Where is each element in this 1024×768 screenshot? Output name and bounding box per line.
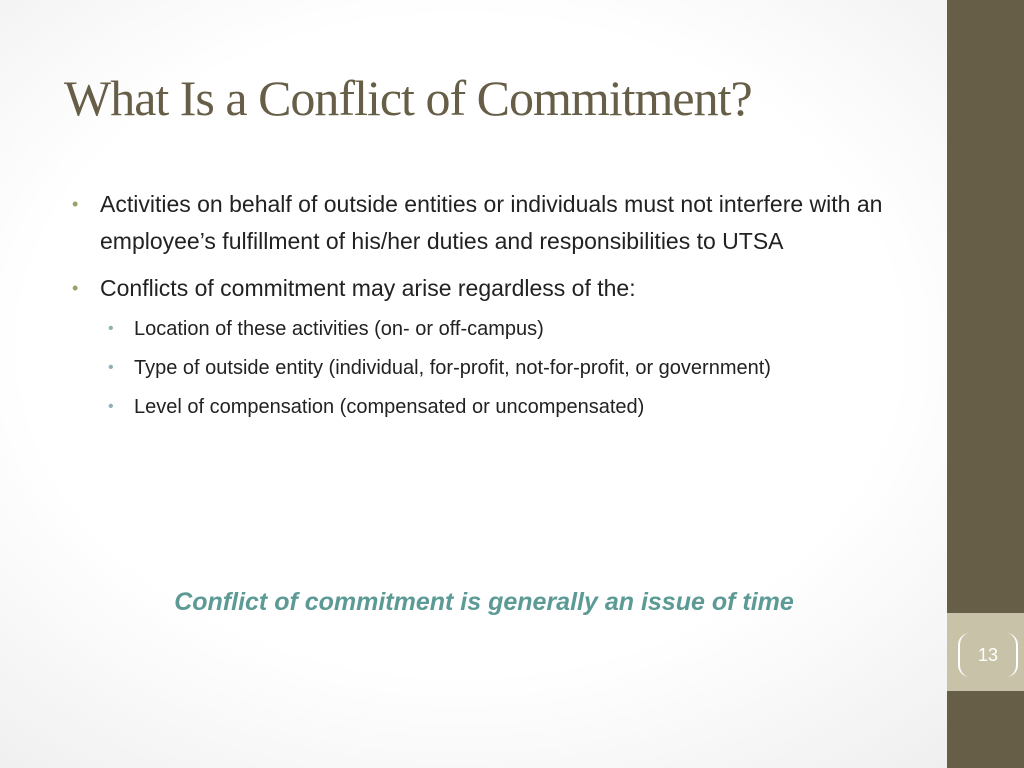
sub-bullet-item	[72, 313, 892, 346]
sub-bullet-text: Level of compensation (compensated or uncompensated)	[134, 396, 645, 418]
page-number: 13	[958, 633, 1018, 677]
slide-title: What Is a Conflict of Commitment?	[64, 70, 752, 126]
sub-bullet-item	[72, 352, 892, 385]
sub-bullet-text: Location of these activities (on- or off-campus)	[134, 318, 544, 340]
bullet-text: Activities on behalf of outside entities or individuals must not interfere with an employee’s fulfillment of his/her duties and responsibilities to UTSA	[100, 191, 883, 254]
sub-bullet-dot-icon: •	[108, 359, 114, 376]
sub-bullet-item	[72, 391, 892, 424]
bullet-list	[72, 186, 892, 430]
bullet-item	[72, 186, 892, 260]
sub-bullet-text: Type of outside entity (individual, for-profit, not-for-profit, or government)	[134, 357, 771, 379]
bullet-text: Conflicts of commitment may arise regardless of the:	[100, 275, 636, 301]
sub-bullet-dot-icon: •	[108, 398, 114, 415]
callout-text: Conflict of commitment is generally an issue of time	[174, 588, 794, 616]
bullet-dot-icon: •	[72, 278, 79, 298]
bullet-dot-icon: •	[72, 194, 79, 214]
sub-bullet-dot-icon: •	[108, 320, 114, 337]
bullet-item	[72, 270, 892, 307]
